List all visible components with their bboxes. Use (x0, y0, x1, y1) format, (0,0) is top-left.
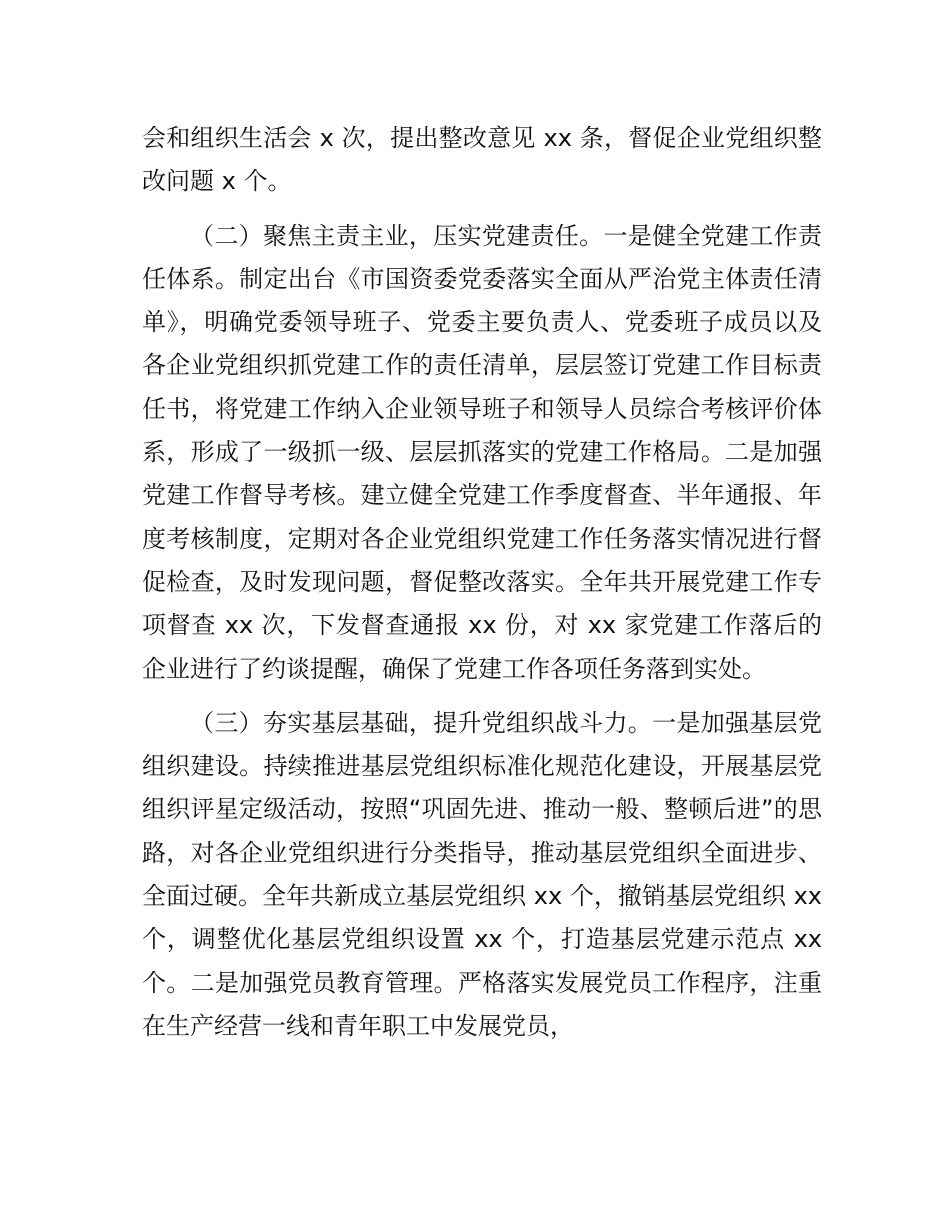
document-body (142, 117, 822, 1048)
paragraph-section-two: （二）聚焦主责主业，压实党建责任。一是健全党建工作责任体系。制定出台《市国资委党委落实全面从严治党主体责任清单》，明确党委领导班子、党委主要负责人、党委班子成员以及各企业党组织抓党建工作的责任清单，层层签订党建工作目标责任书，将党建工作纳入企业领导班子和领导人员综合考核评价体系，形成了一级抓一级、层层抓落实的党建工作格局。二是加强党建工作督导考核。建立健全党建工作季度督查、半年通报、年度考核制度，定期对各企业党组织党建工作任务落实情况进行督促检查，及时发现问题，督促整改落实。全年共开展党建工作专项督查 xx 次，下发督查通报 xx 份，对 xx 家党建工作落后的企业进行了约谈提醒，确保了党建工作各项任务落到实处。 (142, 221, 822, 683)
paragraph-continuation: 会和组织生活会 x 次，提出整改意见 xx 条，督促企业党组织整改问题 x 个。 (142, 124, 822, 196)
paragraph-section-three: （三）夯实基层基础，提升党组织战斗力。一是加强基层党组织建设。持续推进基层党组织标准化规范化建设，开展基层党组织评星定级活动，按照“巩固先进、推动一般、整顿后进”的思路，对各企业党组织进行分类指导，推动基层党组织全面进步、全面过硬。全年共新成立基层党组织 xx 个，撤销基层党组织 xx 个，调整优化基层党组织设置 xx 个，打造基层党建示范点 xx 个。二是加强党员教育管理。严格落实发展党员工作程序，注重在生产经营一线和青年职工中发展党员， (142, 708, 822, 1040)
